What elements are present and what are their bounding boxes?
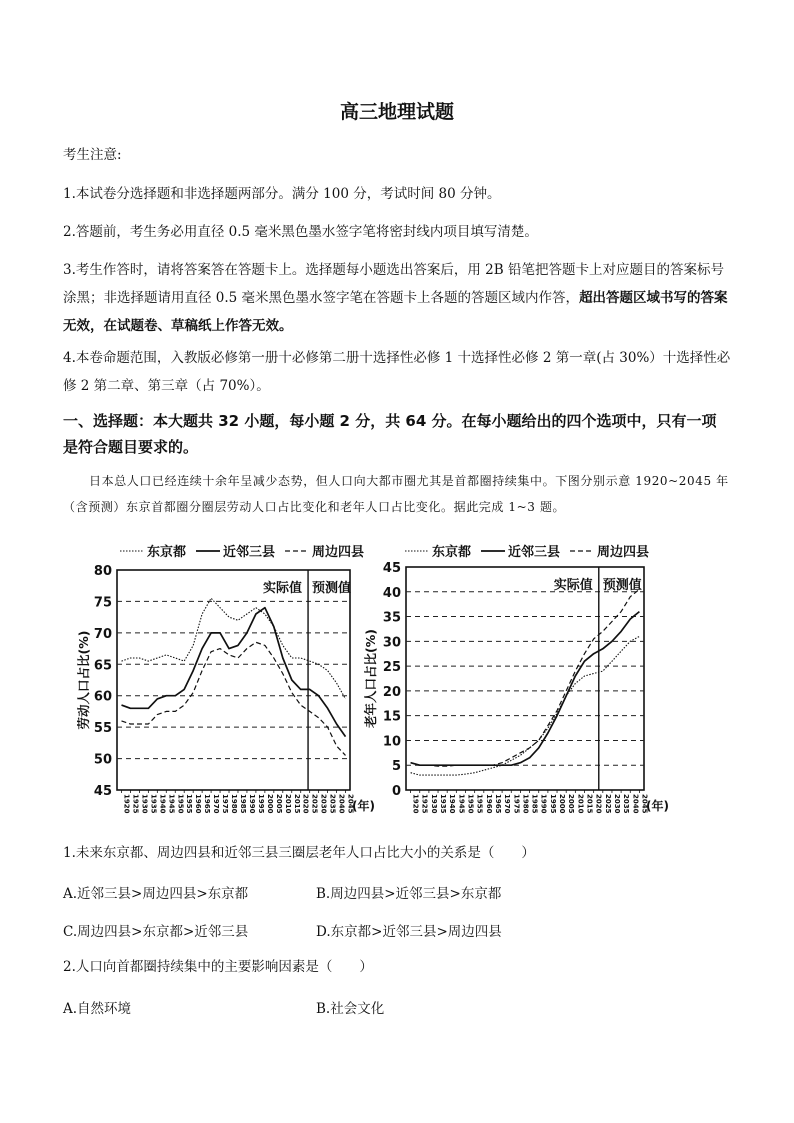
x-tick-label: 2025	[603, 794, 612, 814]
x-tick-label: 1985	[238, 794, 247, 814]
y-tick-label: 5	[391, 759, 401, 775]
series-line-1	[411, 636, 640, 775]
x-axis-label: (年)	[646, 799, 669, 813]
question-1-option-b[interactable]: B.周边四县>近邻三县>东京都	[316, 886, 502, 902]
question-1-stem: 1.未来东京都、周边四县和近邻三县三圈层老年人口占比大小的关系是（ ）	[63, 845, 535, 861]
x-tick-label: 2030	[319, 794, 328, 814]
x-tick-label: 2000	[558, 794, 567, 814]
x-tick-label: 2020	[594, 794, 603, 814]
y-tick-label: 50	[93, 752, 112, 768]
x-tick-label: 2000	[265, 794, 274, 814]
notice-item-4: 4.本卷命题范围，入教版必修第一册十必修第二册十选择性必修 1 十选择性必修 2 第一章(占 30%）十选择性必修 2 第二章、第三章（占 70%）。	[63, 350, 731, 394]
x-tick-label: 1975	[512, 794, 521, 814]
y-tick-label: 55	[93, 721, 112, 737]
plot-frame	[117, 570, 350, 790]
x-tick-label: 2035	[328, 794, 337, 814]
series-line-1	[122, 598, 346, 699]
x-tick-label: 2010	[283, 794, 292, 814]
legend-label-3: 周边四县	[312, 545, 365, 560]
x-tick-label: 1925	[420, 794, 429, 814]
x-tick-label: 1995	[256, 794, 265, 814]
x-tick-label: 1930	[429, 794, 438, 814]
question-1-option-a[interactable]: A.近邻三县>周边四县>东京都	[63, 886, 249, 902]
y-tick-label: 40	[382, 585, 401, 601]
elderly-population-chart	[363, 540, 678, 812]
annotation-actual: 实际值	[553, 578, 593, 593]
x-tick-label: 2015	[292, 794, 301, 814]
x-tick-label: 2030	[612, 794, 621, 814]
question-1-option-c[interactable]: C.周边四县>东京都>近邻三县	[63, 924, 249, 940]
y-axis-label: 劳动人口占比(%)	[76, 630, 91, 730]
x-tick-label: 1960	[484, 794, 493, 814]
legend-label-2: 近邻三县	[508, 545, 561, 560]
y-tick-label: 15	[382, 709, 401, 725]
legend-label-1: 东京都	[432, 545, 472, 560]
series-line-3	[122, 642, 346, 755]
question-2-option-a[interactable]: A.自然环境	[63, 1001, 132, 1017]
x-tick-label: 1940	[448, 794, 457, 814]
x-tick-label: 2035	[622, 794, 631, 814]
x-tick-label: 2045	[346, 794, 355, 814]
legend-label-3: 周边四县	[597, 545, 650, 560]
x-tick-label: 1945	[167, 794, 176, 814]
notice-item-3-bold: 超出答题区域书写的答案无效，在试题卷、草稿纸上作答无效。	[63, 290, 728, 334]
y-axis-label: 老年人口占比(%)	[363, 629, 378, 728]
x-tick-label: 1995	[548, 794, 557, 814]
x-tick-label: 1930	[140, 794, 149, 814]
x-tick-label: 2010	[576, 794, 585, 814]
annotation-actual: 实际值	[263, 581, 303, 596]
section-intro: 日本总人口已经连续十余年呈减少态势，但人口向大都市圈尤其是首都圈持续集中。下图分别示意 1920~2045 年（含预测）东京首都圈分圈层劳动人口占比变化和老年人口占比变化。据此完成 1~3 题。	[63, 474, 729, 514]
x-tick-label: 1980	[230, 794, 239, 814]
x-tick-label: 2020	[301, 794, 310, 814]
x-tick-label: 1990	[539, 794, 548, 814]
x-tick-label: 2005	[567, 794, 576, 814]
y-tick-label: 30	[382, 635, 401, 651]
y-tick-label: 65	[93, 658, 112, 674]
y-tick-label: 45	[93, 784, 112, 799]
y-tick-label: 0	[391, 784, 401, 799]
y-tick-label: 25	[382, 660, 401, 676]
x-tick-label: 1920	[411, 794, 420, 814]
x-tick-label: 1925	[131, 794, 140, 814]
series-line-3	[411, 589, 640, 766]
legend-label-1: 东京都	[147, 545, 187, 560]
x-tick-label: 1985	[530, 794, 539, 814]
x-tick-label: 1955	[185, 794, 194, 814]
x-tick-label: 1940	[158, 794, 167, 814]
question-1-option-d[interactable]: D.东京都>近邻三县>周边四县	[316, 924, 502, 940]
x-tick-label: 2040	[631, 794, 640, 814]
y-tick-label: 35	[382, 610, 401, 626]
notice-item-3-text: 3.考生作答时，请将答案答在答题卡上。选择题每小题选出答案后，用 2B 铅笔把答题卡上对应题目的答案标号涂黑；非选择题请用直径 0.5 毫米黑色墨水签字笔在答题卡上各题的答题区域内作答，	[63, 262, 724, 306]
x-tick-label: 1950	[466, 794, 475, 814]
y-tick-label: 45	[382, 561, 401, 576]
y-tick-label: 20	[382, 684, 401, 700]
section-heading: 一、选择题：本大题共 32 小题，每小题 2 分，共 64 分。在每小题给出的四个选项中，只有一项是符合题目要求的。	[63, 412, 717, 456]
x-tick-label: 2025	[310, 794, 319, 814]
x-axis-label: (年)	[352, 799, 375, 813]
annotation-forecast: 预测值	[312, 581, 352, 596]
legend-label-2: 近邻三县	[223, 545, 276, 560]
question-2-stem: 2.人口向首都圈持续集中的主要影响因素是（ ）	[63, 959, 373, 975]
x-tick-label: 2005	[274, 794, 283, 814]
x-tick-label: 1990	[247, 794, 256, 814]
y-tick-label: 70	[93, 626, 112, 642]
x-tick-label: 1965	[203, 794, 212, 814]
notice-heading: 考生注意:	[63, 147, 122, 163]
x-tick-label: 1950	[176, 794, 185, 814]
plot-frame	[406, 567, 644, 790]
y-tick-label: 80	[93, 564, 112, 579]
notice-item-1: 1.本试卷分选择题和非选择题两部分。满分 100 分，考试时间 80 分钟。	[63, 186, 501, 202]
x-tick-label: 1945	[457, 794, 466, 814]
notice-item-3	[63, 256, 731, 340]
x-tick-label: 2045	[640, 794, 649, 814]
x-tick-label: 1975	[221, 794, 230, 814]
annotation-forecast: 预测值	[602, 578, 642, 593]
x-tick-label: 1965	[493, 794, 502, 814]
x-tick-label: 2040	[337, 794, 346, 814]
x-tick-label: 1970	[212, 794, 221, 814]
y-tick-label: 60	[93, 689, 112, 705]
x-tick-label: 1970	[503, 794, 512, 814]
page-title: 高三地理试题	[339, 101, 454, 123]
notice-item-2: 2.答题前，考生务必用直径 0.5 毫米黑色墨水签字笔将密封线内项目填写清楚。	[63, 224, 538, 240]
x-tick-label: 1935	[439, 794, 448, 814]
x-tick-label: 2015	[585, 794, 594, 814]
y-tick-label: 10	[382, 734, 401, 750]
x-tick-label: 1935	[149, 794, 158, 814]
question-2-option-b[interactable]: B.社会文化	[316, 1001, 385, 1017]
y-tick-label: 75	[93, 595, 112, 611]
x-tick-label: 1920	[122, 794, 131, 814]
x-tick-label: 1960	[194, 794, 203, 814]
x-tick-label: 1980	[521, 794, 530, 814]
x-tick-label: 1955	[475, 794, 484, 814]
series-line-2	[411, 612, 640, 766]
